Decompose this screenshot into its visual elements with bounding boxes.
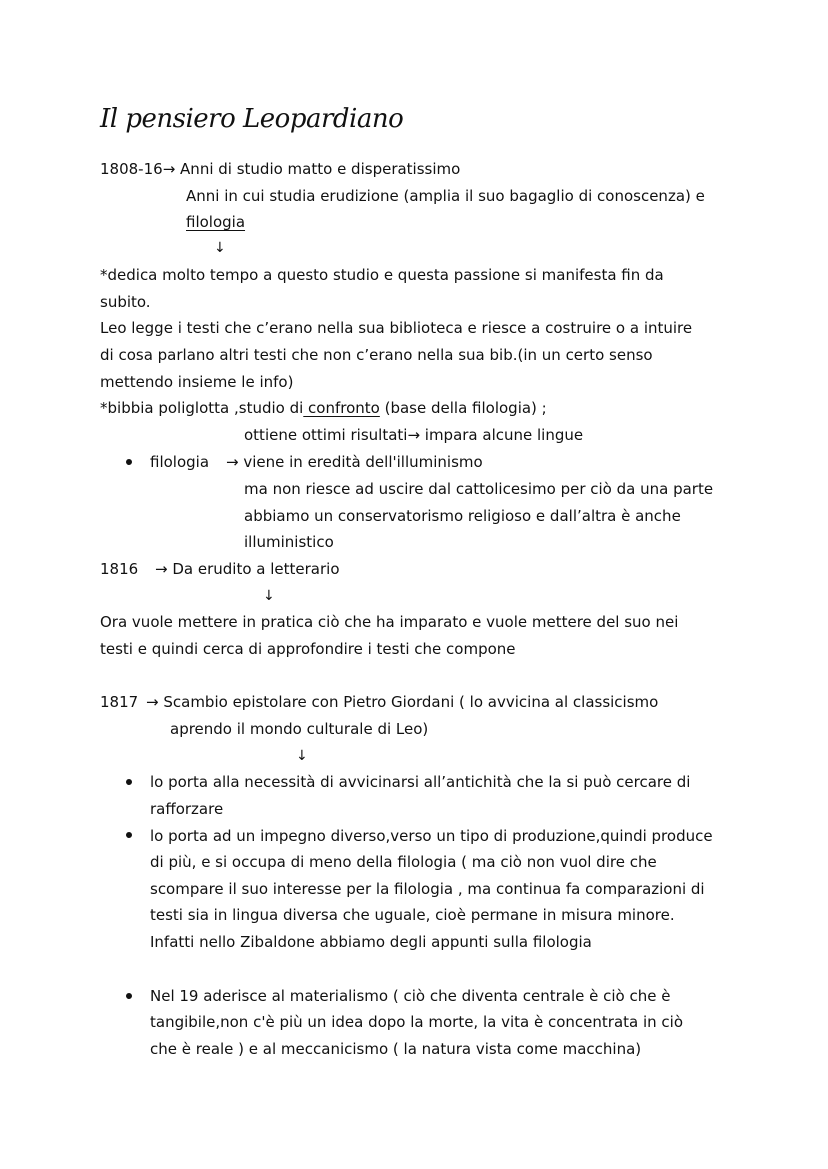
section-1808-line2: Anni in cui studia erudizione (amplia il suo bagaglio di conoscenza) e [186,187,705,205]
section-1817-heading: Scambio epistolare con Pietro Giordani ( lo avvicina al classicismo [163,693,659,711]
filologia-line1: viene in eredità dell'illuminismo [243,453,483,471]
bullet2-line3: scompare il suo interesse per la filologia , ma continua fa comparazioni di [150,880,705,898]
filologia-arrow-row [226,452,483,472]
bullet2-line5: Infatti nello Zibaldone abbiamo degli appunti sulla filologia [150,933,592,951]
section-1816-heading: Da erudito a letterario [172,560,340,578]
bullet-dot [126,779,132,785]
bullet3-line3: che è reale ) e al meccanicismo ( la natura vista come macchina) [150,1040,642,1058]
bibbia-post: (base della filologia) ; [379,399,547,417]
section-1808-line3: filologia [186,213,246,231]
bullet3-line2: tangibile,non c'è più un idea dopo la morte, la vita è concentrata in ciò [150,1013,684,1031]
bibbia-line1 [100,398,547,418]
section-1817-heading-row [146,692,658,712]
arrow-right-icon: → [146,693,159,711]
arrow-down-icon: ↓ [263,588,275,604]
filologia-line2: ma non riesce ad uscire dal cattolicesimo per ciò da una parte [244,480,714,498]
bullet2-line4: testi sia in lingua diversa che uguale, cioè permane in misura minore. [150,906,675,924]
section-1816-line2: testi e quindi cerca di approfondire i testi che compone [100,640,516,658]
section-1816-line1: Ora vuole mettere in pratica ciò che ha imparato e vuole mettere del suo nei [100,613,679,631]
bullet2-line2: di più, e si occupa di meno della filologia ( ma ciò non vuol dire che [150,853,657,871]
bullet3-line1: Nel 19 aderisce al materialismo ( ciò che diventa centrale è ciò che è [150,987,671,1005]
bullet1-line2: rafforzare [150,800,224,818]
year-label-1816: 1816 [100,560,139,578]
section-1816-heading-row [155,559,340,579]
bullet1-line1: lo porta alla necessità di avvicinarsi all’antichità che la si può cercare di [150,773,691,791]
bibbia-line2: ottiene ottimi risultati→ impara alcune lingue [244,426,584,444]
dedica-line2: subito. [100,293,151,311]
arrow-down-icon: ↓ [214,240,226,256]
confronto-underlined: confronto [303,399,380,417]
dedica-line1: *dedica molto tempo a questo studio e questa passione si manifesta fin da [100,266,664,284]
bullet2-line1: lo porta ad un impegno diverso,verso un tipo di produzione,quindi produce [150,827,713,845]
arrow-right-icon: → [226,453,239,471]
arrow-right-icon: → [162,160,176,178]
leo-line3: mettendo insieme le info) [100,373,294,391]
bullet-dot [126,832,132,838]
page-title: Il pensiero Leopardiano [100,104,404,134]
leo-line1: Leo legge i testi che c’erano nella sua biblioteca e riesce a costruire o a intuire [100,319,693,337]
bullet-dot [126,993,132,999]
filologia-line4: illuministico [244,533,334,551]
section-1817-line2: aprendo il mondo culturale di Leo) [170,720,429,738]
section-1816-row [100,559,138,579]
bullet-dot [126,459,132,465]
arrow-down-icon: ↓ [296,748,308,764]
section-1817-row [100,692,138,712]
section-1808-row [100,159,460,179]
filologia-label: filologia [150,453,210,471]
year-label-1808: 1808-16 [100,160,163,178]
year-label-1817: 1817 [100,693,139,711]
section-1808-heading: Anni di studio matto e disperatissimo [180,160,461,178]
bibbia-pre: *bibbia poliglotta ,studio di [100,399,304,417]
arrow-right-icon: → [155,560,168,578]
filologia-line3: abbiamo un conservatorismo religioso e dall’altra è anche [244,507,681,525]
filologia-bullet-label [150,452,209,472]
leo-line2: di cosa parlano altri testi che non c’erano nella sua bib.(in un certo senso [100,346,653,364]
